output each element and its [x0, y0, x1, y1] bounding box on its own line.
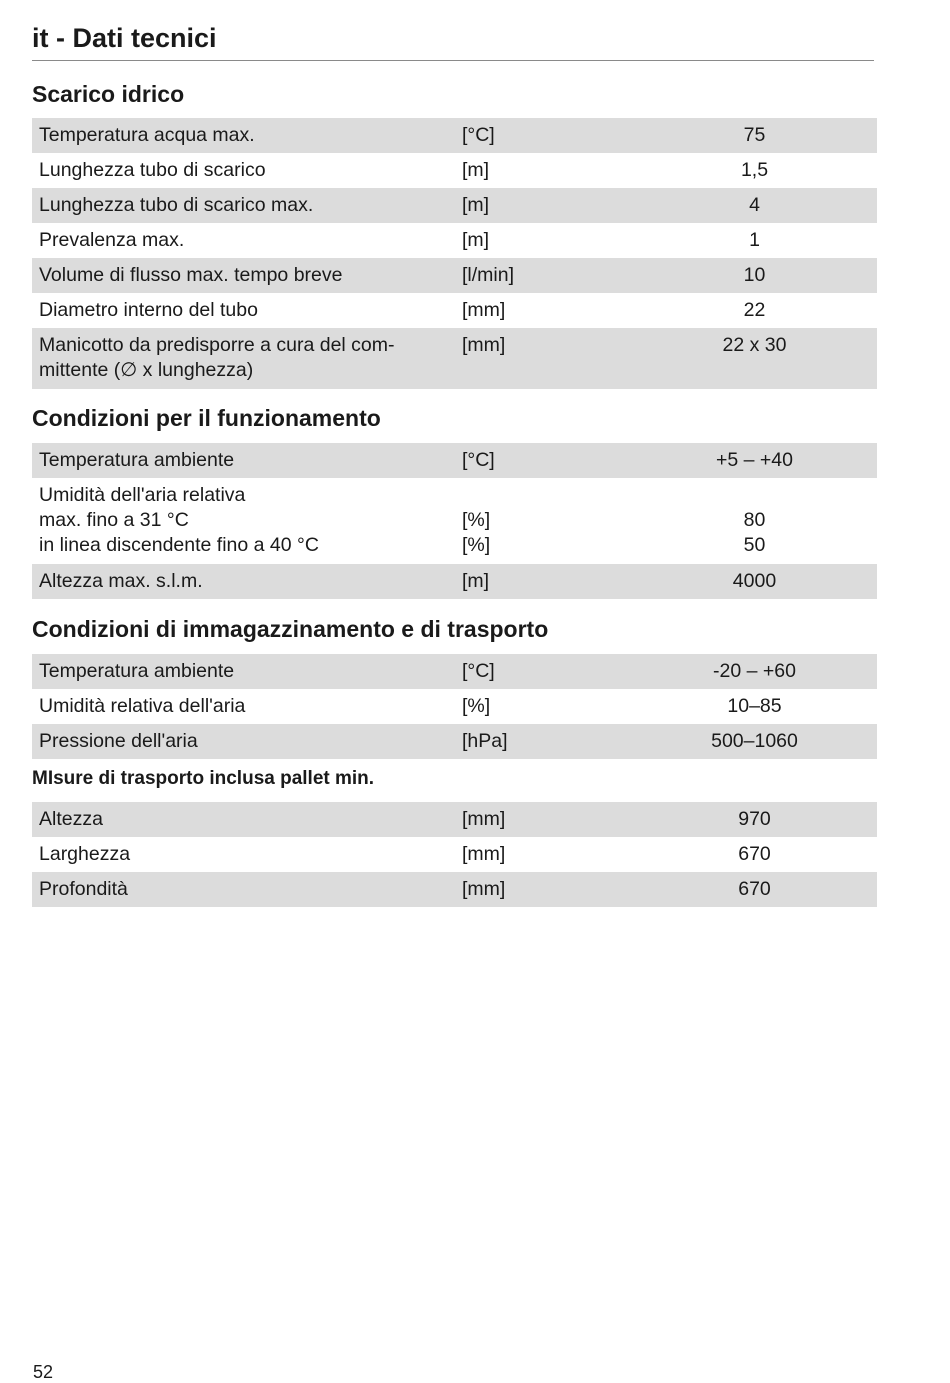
section-heading-condizioni-immagazzinamento: Condizioni di immagazzinamento e di trasporto [32, 616, 549, 642]
row-label: Larghezza [39, 843, 131, 865]
table-row [32, 328, 877, 389]
sub-heading-misure-trasporto: MIsure di trasporto inclusa pallet min. [32, 768, 375, 789]
row-value: 22 x 30 [722, 334, 787, 356]
table-row [32, 872, 877, 907]
table-condizioni-funzionamento [32, 443, 877, 599]
row-label: Temperatura ambiente [39, 449, 235, 471]
row-unit: [°C] [462, 449, 495, 471]
row-label: Lunghezza tubo di scarico [39, 159, 266, 181]
row-unit: [mm] [462, 299, 506, 321]
row-label: Altezza max. s.l.m. [39, 570, 203, 592]
table-row [32, 837, 877, 872]
table-row [32, 724, 877, 759]
row-label: Altezza [39, 808, 103, 830]
page-title: it - Dati tecnici [32, 23, 217, 53]
row-label: Lunghezza tubo di scarico max. [39, 194, 314, 216]
page-number: 52 [33, 1362, 54, 1382]
row-value: 22 [743, 299, 766, 321]
row-value: -20 – +60 [713, 660, 796, 682]
title-divider [32, 60, 874, 61]
row-unit: [mm] [462, 878, 506, 900]
row-unit: [m] [462, 194, 490, 216]
row-label: Profondità [39, 878, 128, 900]
row-label: Umidità dell'aria relativa max. fino a 31 °C in linea discendente fino a 40 °C [39, 484, 319, 556]
row-value: 80 50 [743, 509, 766, 556]
row-label: Manicotto da predisporre a cura del com- mittente (∅ x lunghezza) [39, 334, 395, 381]
table-row [32, 258, 877, 293]
row-label: Pressione dell'aria [39, 730, 198, 752]
row-value: 4000 [732, 570, 777, 592]
row-unit: [l/min] [462, 264, 515, 286]
table-row [32, 443, 877, 478]
row-unit: [mm] [462, 843, 506, 865]
table-row [32, 802, 877, 837]
table-misure-trasporto [32, 802, 877, 907]
section-heading-condizioni-funzionamento: Condizioni per il funzionamento [32, 405, 381, 431]
row-value: 500–1060 [711, 730, 798, 752]
row-value: 670 [738, 878, 771, 900]
row-value: 4 [749, 194, 760, 216]
row-value: 670 [738, 843, 771, 865]
table-row [32, 188, 877, 223]
row-value: 10 [743, 264, 766, 286]
row-unit: [m] [462, 159, 490, 181]
row-label: Prevalenza max. [39, 229, 185, 251]
table-row [32, 654, 877, 689]
table-row [32, 478, 877, 564]
row-label: Umidità relativa dell'aria [39, 695, 246, 717]
row-value: 970 [738, 808, 771, 830]
table-row [32, 223, 877, 258]
table-row [32, 153, 877, 188]
row-unit: [%] [%] [462, 509, 491, 556]
table-condizioni-immagazzinamento [32, 654, 877, 759]
row-unit: [mm] [462, 334, 506, 356]
table-row [32, 293, 877, 328]
row-value: 75 [743, 124, 766, 146]
row-value: +5 – +40 [716, 449, 793, 471]
row-label: Temperatura acqua max. [39, 124, 255, 146]
row-unit: [°C] [462, 124, 495, 146]
table-row [32, 564, 877, 599]
row-unit: [m] [462, 570, 490, 592]
row-unit: [°C] [462, 660, 495, 682]
row-value: 10–85 [727, 695, 782, 717]
table-scarico-idrico [32, 118, 877, 389]
row-unit: [%] [462, 695, 491, 717]
row-unit: [mm] [462, 808, 506, 830]
row-label: Temperatura ambiente [39, 660, 235, 682]
row-value: 1 [749, 229, 760, 251]
row-unit: [hPa] [462, 730, 508, 752]
section-heading-scarico-idrico: Scarico idrico [32, 81, 185, 107]
table-row [32, 118, 877, 153]
row-value: 1,5 [740, 159, 769, 181]
row-unit: [m] [462, 229, 490, 251]
row-label: Volume di flusso max. tempo breve [39, 264, 343, 286]
table-row [32, 689, 877, 724]
row-label: Diametro interno del tubo [39, 299, 258, 321]
